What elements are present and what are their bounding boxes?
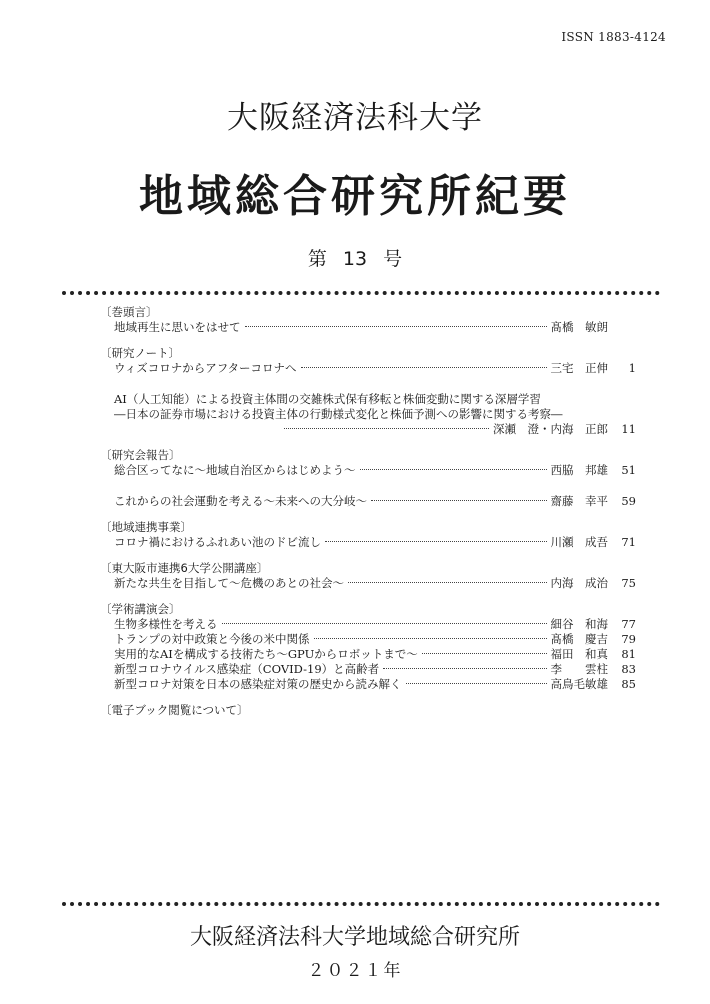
section-heading: 〔地域連携事業〕 xyxy=(100,520,192,534)
section-heading[interactable]: 〔電子ブック閲覧について〕 xyxy=(100,703,249,717)
section-heading: 〔研究会報告〕 xyxy=(100,448,181,462)
section-heading: 〔研究ノート〕 xyxy=(100,346,181,360)
entry-title: 新たな共生を目指して～危機のあとの社会～ xyxy=(114,576,344,590)
toc-section-ebook xyxy=(100,702,636,718)
leader-dots xyxy=(422,653,547,654)
toc-entry[interactable] xyxy=(114,617,636,632)
journal-title: 地域総合研究所紀要 xyxy=(139,171,571,222)
leader-dots xyxy=(245,326,547,327)
toc-entry[interactable] xyxy=(280,422,636,437)
entry-author: 髙橋 敏朗 xyxy=(550,320,608,334)
entry-page: 51 xyxy=(621,463,636,477)
entry-author: 福田 和真 xyxy=(550,647,608,661)
entry-page: 83 xyxy=(621,662,636,676)
entry-page: 81 xyxy=(621,647,636,661)
toc-section-research-notes xyxy=(100,345,636,437)
entry-title: 実用的なAIを構成する技術たち～GPUからロボットまで～ xyxy=(114,647,418,661)
entry-page: 11 xyxy=(621,422,636,436)
section-heading: 〔東大阪市連携6大学公開講座〕 xyxy=(100,561,269,575)
entry-title-line1[interactable]: AI（人工知能）による投資主体間の交雑株式保有移転と株価変動に関する深層学習 xyxy=(114,392,541,406)
entry-page: 85 xyxy=(621,677,636,691)
entry-author: 細谷 和海 xyxy=(550,617,608,631)
leader-dots xyxy=(406,683,547,684)
section-heading: 〔学術講演会〕 xyxy=(100,602,181,616)
toc-entry[interactable] xyxy=(114,535,636,550)
issn: ISSN 1883-4124 xyxy=(561,30,666,44)
entry-title: 地域再生に思いをはせて xyxy=(114,320,241,334)
toc-section-public-lectures xyxy=(100,560,636,591)
entry-title: 新型コロナ対策を日本の感染症対策の歴史から読み解く xyxy=(114,677,402,691)
entry-page: 77 xyxy=(621,617,636,631)
entry-author: 内海 成治 xyxy=(550,576,608,590)
leader-dots xyxy=(284,428,489,429)
entry-author: 齋藤 幸平 xyxy=(550,494,608,508)
entry-author: 高鳥毛敏雄 xyxy=(550,677,608,691)
leader-dots xyxy=(222,623,547,624)
toc-section-regional-projects xyxy=(100,519,636,550)
leader-dots xyxy=(348,582,547,583)
entry-title: これからの社会運動を考える～未来への大分岐～ xyxy=(114,494,367,508)
entry-title: 新型コロナウイルス感染症（COVID-19）と高齢者 xyxy=(114,662,380,676)
entry-page: 75 xyxy=(621,576,636,590)
leader-dots xyxy=(325,541,547,542)
entry-title: トランプの対中政策と今後の米中関係 xyxy=(114,632,310,646)
entry-author: 川瀬 成吾 xyxy=(550,535,608,549)
toc-entry[interactable] xyxy=(114,576,636,591)
leader-dots xyxy=(383,668,546,669)
leader-dots xyxy=(314,638,547,639)
entry-page: 79 xyxy=(621,632,636,646)
leader-dots xyxy=(371,500,547,501)
entry-title: コロナ禍におけるふれあい池のドビ流し xyxy=(114,535,321,549)
section-heading: 〔巻頭言〕 xyxy=(100,305,158,319)
toc-section-study-reports xyxy=(100,447,636,509)
entry-page: 1 xyxy=(628,361,636,375)
entry-page: 59 xyxy=(621,494,636,508)
entry-title: 総合区ってなに～地域自治区からはじめよう～ xyxy=(114,463,356,477)
toc-section-foreword xyxy=(100,304,636,335)
leader-dots xyxy=(360,469,547,470)
toc-entry[interactable] xyxy=(114,494,636,509)
entry-title-line2[interactable]: ―日本の証券市場における投資主体の行動様式変化と株価予測への影響に関する考察― xyxy=(114,407,563,421)
toc-entry[interactable] xyxy=(114,320,636,335)
entry-title: ウィズコロナからアフターコロナへ xyxy=(114,361,297,375)
toc-section-academic-lectures xyxy=(100,601,636,692)
publication-year: ２０２１年 xyxy=(307,961,403,981)
toc-entry[interactable] xyxy=(114,677,636,692)
toc-entry[interactable] xyxy=(114,632,636,647)
entry-title: 生物多様性を考える xyxy=(114,617,218,631)
toc-entry[interactable] xyxy=(114,662,636,677)
university-name: 大阪経済法科大学 xyxy=(227,100,483,136)
bottom-dotted-rule xyxy=(62,902,660,906)
toc-entry[interactable] xyxy=(114,647,636,662)
entry-author: 李 雲柱 xyxy=(550,662,608,676)
entry-author: 西脇 邦雄 xyxy=(550,463,608,477)
top-dotted-rule xyxy=(62,291,660,295)
publisher: 大阪経済法科大学地域総合研究所 xyxy=(189,925,520,950)
entry-page: 71 xyxy=(621,535,636,549)
leader-dots xyxy=(301,367,547,368)
issue-number: 第 13 号 xyxy=(307,248,403,270)
toc-entry[interactable] xyxy=(114,463,636,478)
entry-author: 三宅 正伸 xyxy=(550,361,608,375)
entry-author: 深瀬 澄・内海 正郎 xyxy=(493,422,608,436)
table-of-contents xyxy=(100,304,636,728)
toc-entry[interactable] xyxy=(114,361,636,376)
entry-author: 髙橋 慶吉 xyxy=(550,632,608,646)
